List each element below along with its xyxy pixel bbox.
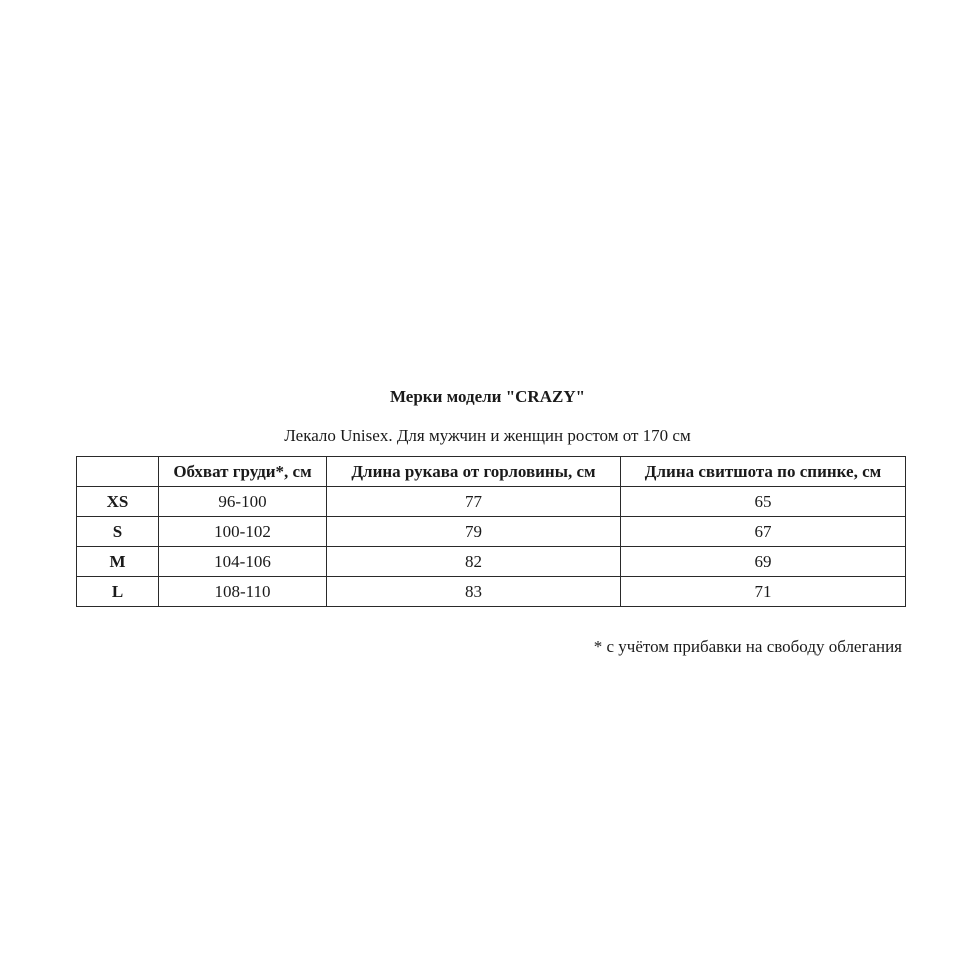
- chest-cell: 108-110: [159, 577, 327, 607]
- back-cell: 71: [621, 577, 906, 607]
- chest-cell: 104-106: [159, 547, 327, 577]
- size-cell: L: [77, 577, 159, 607]
- sleeve-cell: 83: [327, 577, 621, 607]
- size-cell: XS: [77, 487, 159, 517]
- size-cell: M: [77, 547, 159, 577]
- header-back-length: Длина свитшота по спинке, см: [621, 457, 906, 487]
- size-cell: S: [77, 517, 159, 547]
- back-cell: 69: [621, 547, 906, 577]
- back-cell: 65: [621, 487, 906, 517]
- chest-cell: 96-100: [159, 487, 327, 517]
- sleeve-cell: 82: [327, 547, 621, 577]
- sleeve-cell: 79: [327, 517, 621, 547]
- table-row: [77, 517, 906, 547]
- chest-cell: 100-102: [159, 517, 327, 547]
- footnote: * с учётом прибавки на свободу облегания: [593, 637, 902, 656]
- header-size: [77, 457, 159, 487]
- document-title: Мерки модели "CRAZY": [389, 387, 586, 406]
- size-chart-table: [76, 456, 906, 607]
- back-cell: 67: [621, 517, 906, 547]
- table-row: [77, 547, 906, 577]
- sleeve-cell: 77: [327, 487, 621, 517]
- document-subtitle: Лекало Unisex. Для мужчин и женщин ростом от 170 см: [284, 426, 691, 445]
- table-row: [77, 487, 906, 517]
- header-sleeve-length: Длина рукава от горловины, см: [327, 457, 621, 487]
- header-chest: Обхват груди*, см: [159, 457, 327, 487]
- table-header-row: [77, 457, 906, 487]
- table-row: [77, 577, 906, 607]
